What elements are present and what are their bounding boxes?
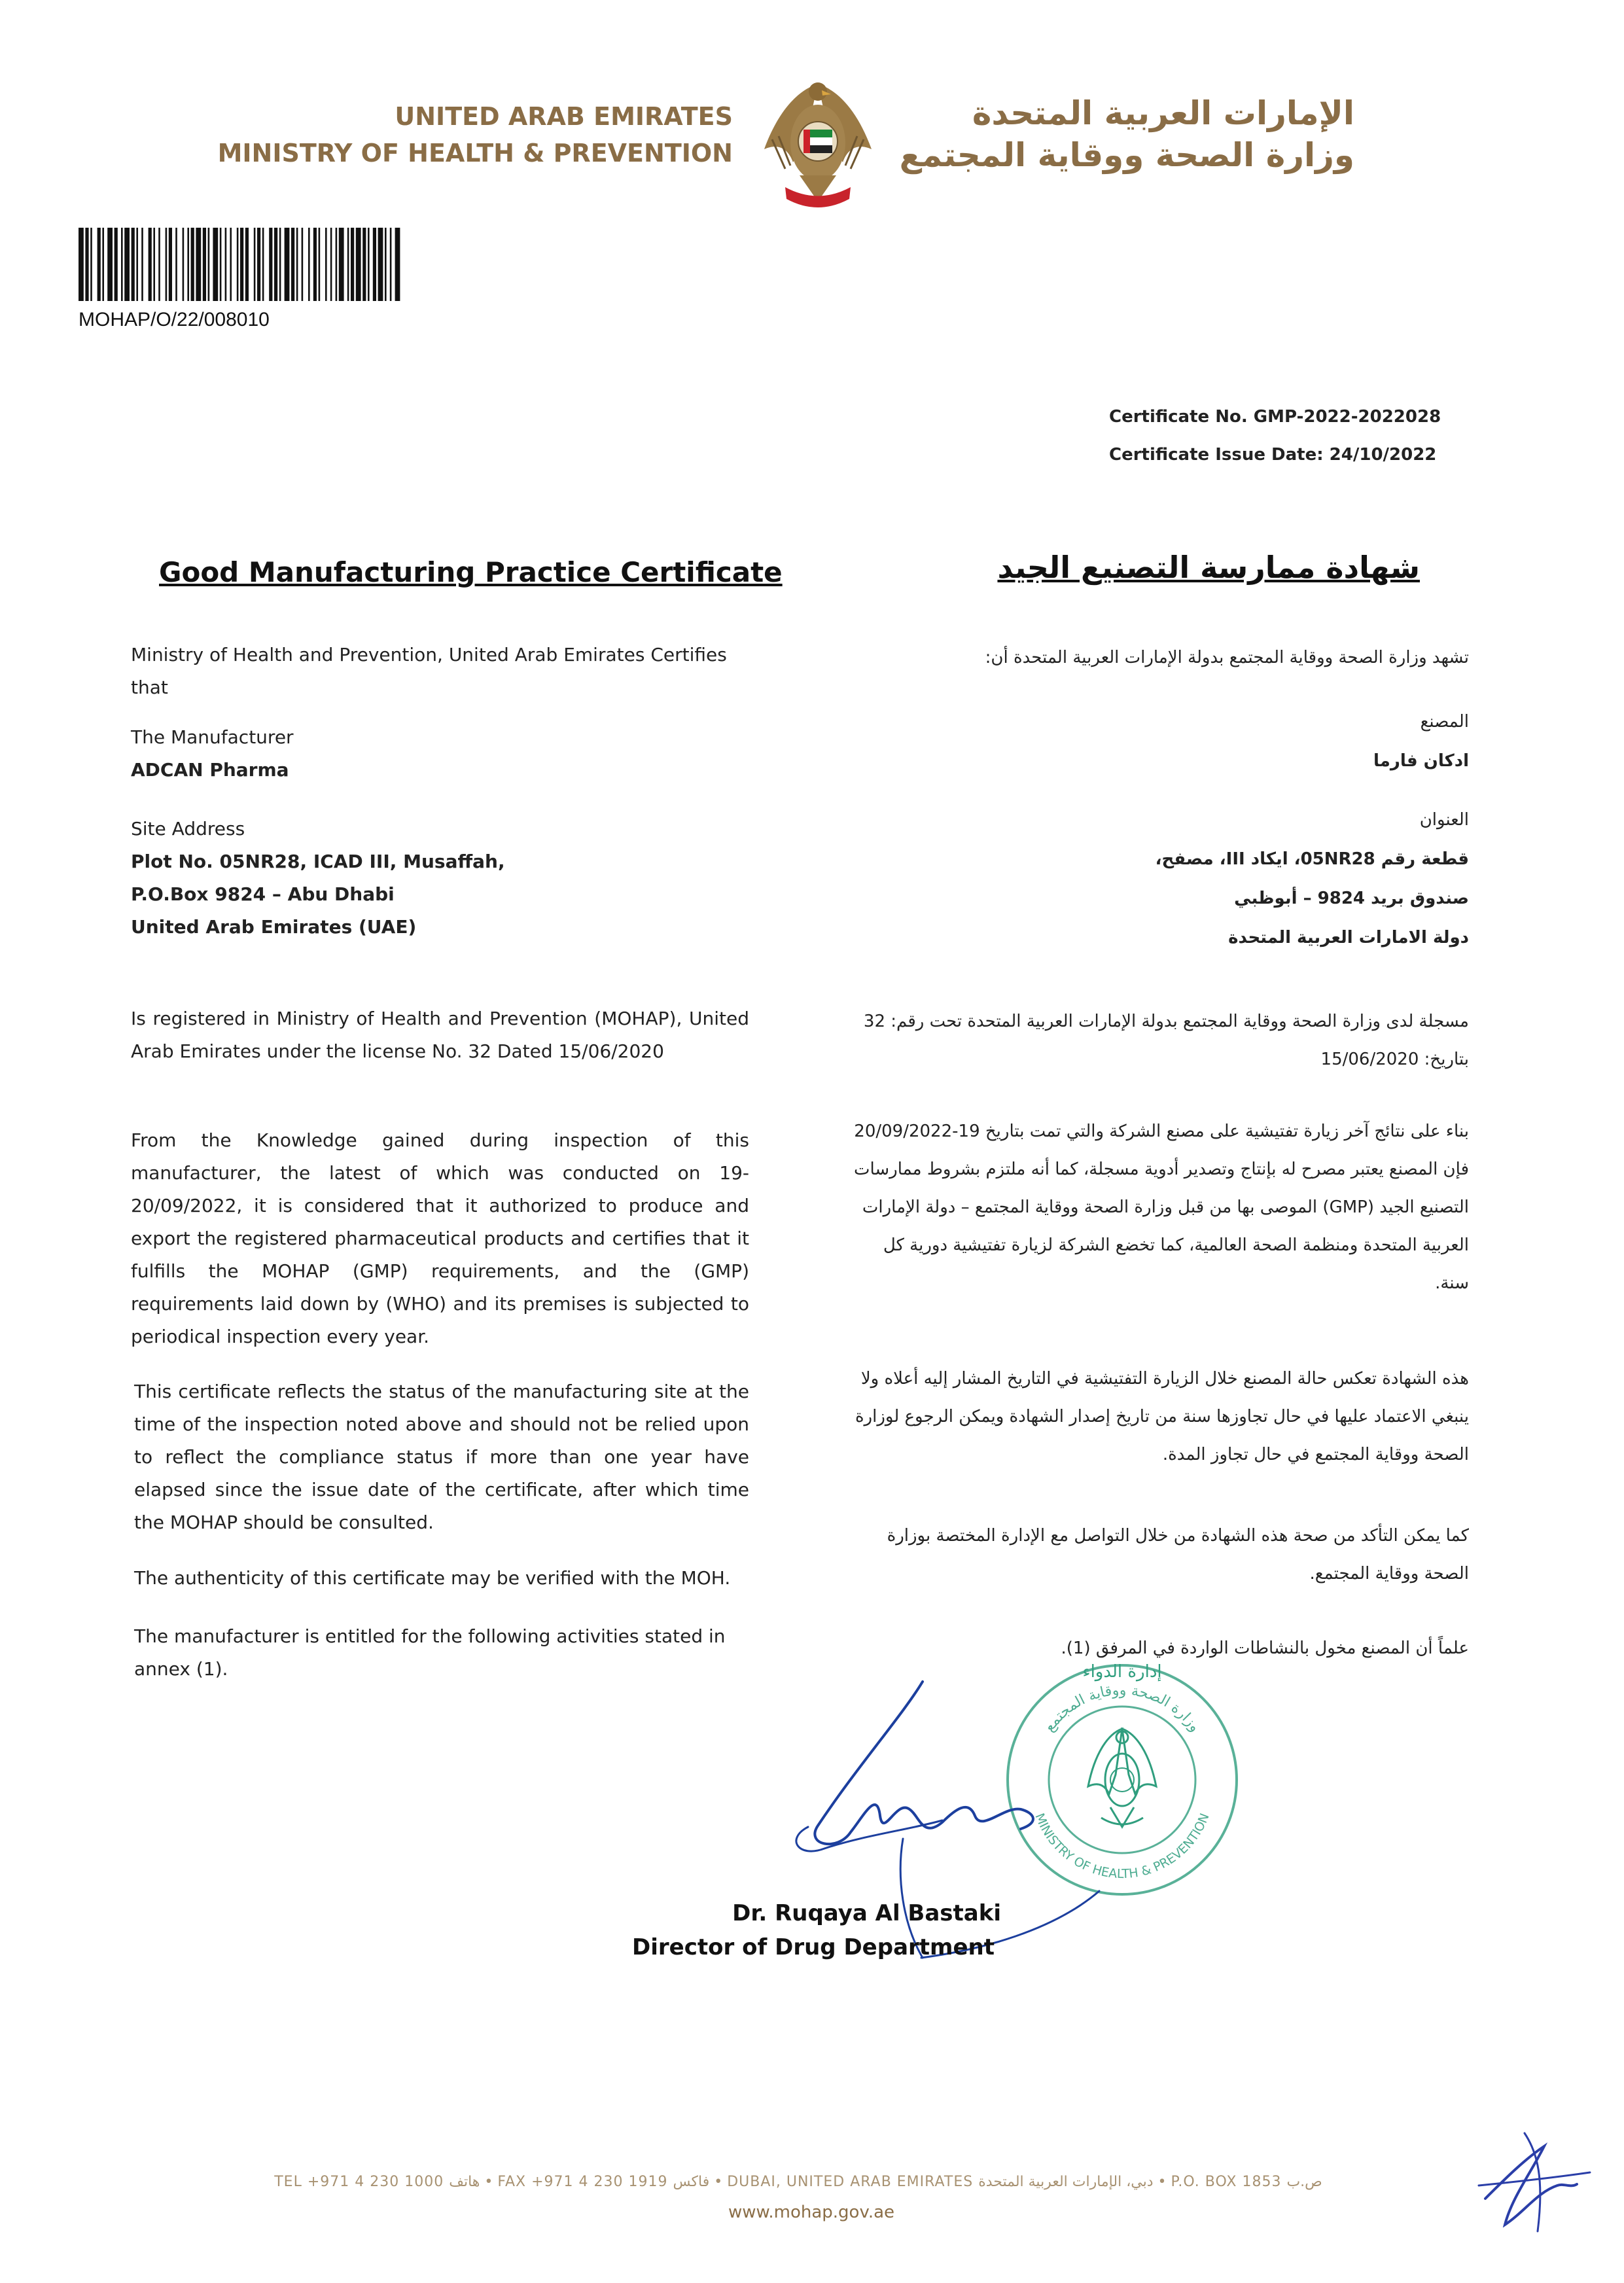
barcode-bar [279,228,281,301]
title-en: Good Manufacturing Practice Certificate [159,556,783,588]
en-entitled: The manufacturer is entitled for the following activities stated in annex (1). [134,1625,726,1680]
ar-verify: كما يمكن التأكد من صحة هذه الشهادة من خلال التواصل مع الإدارة المختصة بوزارة الصحة ووقاية المجتمع. [887,1526,1469,1584]
barcode-bar [274,228,277,301]
certificate-number: Certificate No. GMP-2022-2022028 [1109,407,1441,427]
barcode-bar [385,228,387,301]
barcode-bar [196,228,201,301]
barcode-bar [351,228,354,301]
en-knowledge: From the Knowledge gained during inspection of this manufacturer, the latest of which was conducted on 19-20/09/2022, it is considered that it authorized to produce and export the registered pharmaceutical products and certifies that it fulfills the MOHAP (GMP) requirements, and the (GMP) requirements laid down by (WHO) and its premises is subjected to periodical inspection every year. [131,1129,749,1347]
title-ar: شهادة ممارسة التصنيع الجيد [997,550,1420,585]
initials-signature-image [1466,2120,1597,2244]
header-country-en: UNITED ARAB EMIRATES [395,102,733,131]
barcode-bar [313,228,317,301]
barcode-bar [285,228,290,301]
certificate-issue-date: Certificate Issue Date: 24/10/2022 [1109,445,1437,465]
barcode-bar [254,228,256,301]
barcode-bar [169,228,172,301]
barcode-bar [269,228,272,301]
barcode-bar [175,228,177,301]
barcode-bar [213,228,218,301]
en-registered: Is registered in Ministry of Health and Prevention (MOHAP), United Arab Emirates under the license No. 32 Dated 15/06/2020 [131,1008,749,1062]
barcode-bar [237,228,239,301]
en-manufacturer-name: ADCAN Pharma [131,759,289,781]
barcode-bar [339,228,344,301]
barcode-bar [356,228,361,301]
barcode-bar [390,228,392,301]
ar-reflects: هذه الشهادة تعكس حالة المصنع خلال الزيارة التفتيشية في التاريخ المشار إليه أعلاه ولا ينبغي الاعتماد عليها في حال تجاوزها سنة من تاريخ إصدار الشهادة ويمكن الرجوع لوزارة الصحة ووقاية المجتمع في حال تجاوز المدة. [855,1369,1469,1464]
footer-website: www.mohap.gov.ae [728,2203,895,2222]
ar-manufacturer-label: المصنع [1420,712,1469,732]
barcode-bar [136,228,138,301]
barcode-bar [296,228,298,301]
en-manufacturer-label: The Manufacturer [131,726,294,748]
barcode-bar [336,228,338,301]
barcode-bar [378,228,383,301]
barcode-bar [124,228,130,301]
en-reflects: This certificate reflects the status of the manufacturing site at the time of the inspection noted above and should not be relied upon to reflect the compliance status if more than one year have elapsed since the issue date of the certificate, after which time the MOHAP should be consulted. [134,1381,749,1533]
barcode-bar [187,228,189,301]
barcode-bar [225,228,227,301]
barcode-bar [368,228,370,301]
barcode-bar [90,228,92,301]
barcode-bar [220,228,222,301]
barcode-bar [319,228,321,301]
document-reference: MOHAP/O/22/008010 [79,309,270,330]
ar-registered: مسجلة لدى وزارة الصحة ووقاية المجتمع بدولة الإمارات العربية المتحدة تحت رقم: 32 بتاريخ: 15/06/2020 [863,1012,1469,1069]
signatory-title: Director of Drug Department [632,1934,995,1960]
barcode-bar [373,228,376,301]
ar-entitled: علماً أن المصنع مخول بالنشاطات الواردة في المرفق (1). [1061,1638,1469,1658]
barcode-bar [362,228,366,301]
header-country-ar: الإمارات العربية المتحدة [972,94,1354,132]
ar-manufacturer-name: ادكان فارما [1373,751,1469,771]
barcode-bar [257,228,260,301]
footer-contact: TEL +971 4 230 1000 هاتف • FAX +971 4 230 1919 فاكس • DUBAI, UNITED ARAB EMIRATES دبي، الإمارات العربية المتحدة • P.O. BOX 1853 ص.ب [274,2174,1322,2190]
uae-emblem-icon [759,71,877,215]
ar-knowledge: بناء على نتائج آخر زيارة تفتيشية على مصنع الشركة والتي تمت بتاريخ 19-20/09/2022 فإن المصنع يعتبر مصرح له بإنتاج وتصدير أدوية مسجلة، كما أنه ملتزم بشروط ممارسات التصنيع الجيد (GMP) الموصى بها من قبل وزارة الصحة ووقاية المجتمع – دولة الإمارات العربية المتحدة ومنظمة الصحة العالمية، كما تخضع الشركة لزيارة تفتيشية دورية كل سنة. [853,1122,1469,1293]
barcode-image [79,228,501,301]
barcode-bar [107,228,113,301]
en-site-line2: P.O.Box 9824 – Abu Dhabi [131,883,395,905]
signatory-name: Dr. Ruqaya Al Bastaki [732,1900,1001,1926]
ar-intro: تشهد وزارة الصحة ووقاية المجتمع بدولة الإمارات العربية المتحدة أن: [985,648,1469,667]
barcode-bar [240,228,243,301]
svg-text:وزارة الصحة ووقاية المجتمع: وزارة الصحة ووقاية المجتمع [1041,1682,1203,1735]
barcode-bar [121,228,123,301]
barcode-bar [102,228,104,301]
en-site-label: Site Address [131,818,245,840]
barcode-bar [191,228,194,301]
barcode-bar [230,228,232,301]
ar-address-label: العنوان [1419,810,1469,830]
barcode-bar [291,228,294,301]
barcode-bar [115,228,118,301]
barcode-bar [203,228,206,301]
ar-address-line3: دولة الامارات العربية المتحدة [1228,928,1469,947]
barcode-bar [183,228,185,301]
barcode-bar [262,228,264,301]
header-ministry-en: MINISTRY OF HEALTH & PREVENTION [217,139,733,168]
header-ministry-ar: وزارة الصحة ووقاية المجتمع [899,136,1354,174]
en-authenticity: The authenticity of this certificate may be verified with the MOH. [134,1567,731,1589]
en-intro: Ministry of Health and Prevention, United Arab Emirates Certifies that [131,644,727,698]
barcode-bar [308,228,310,301]
ar-address-line2: صندوق بريد 9824 – أبوظبي [1234,889,1469,908]
barcode-bar [245,228,249,301]
barcode-bar [141,228,143,301]
barcode-bar [132,228,135,301]
en-site-line3: United Arab Emirates (UAE) [131,916,417,938]
barcode-bar [79,228,84,301]
barcode-bar [97,228,101,301]
barcode-bar [395,228,400,301]
en-site-line1: Plot No. 05NR28, ICAD III, Musaffah, [131,851,505,872]
barcode-bar [149,228,152,301]
barcode-bar [85,228,88,301]
ar-address-line1: قطعة رقم 05NR28، ايكاد III، مصفح، [1155,849,1469,869]
barcode-bar [166,228,168,301]
svg-text:MINISTRY OF HEALTH & PREVENTIO: MINISTRY OF HEALTH & PREVENTION [1032,1811,1212,1882]
barcode-bar [153,228,155,301]
barcode-bar [325,228,327,301]
barcode-bar [158,228,160,301]
barcode-bar [302,228,304,301]
barcode-bar [347,228,349,301]
barcode-bar [330,228,332,301]
stamp-top-text: إدارة الدواء [1082,1662,1162,1682]
barcode-bar [208,228,210,301]
